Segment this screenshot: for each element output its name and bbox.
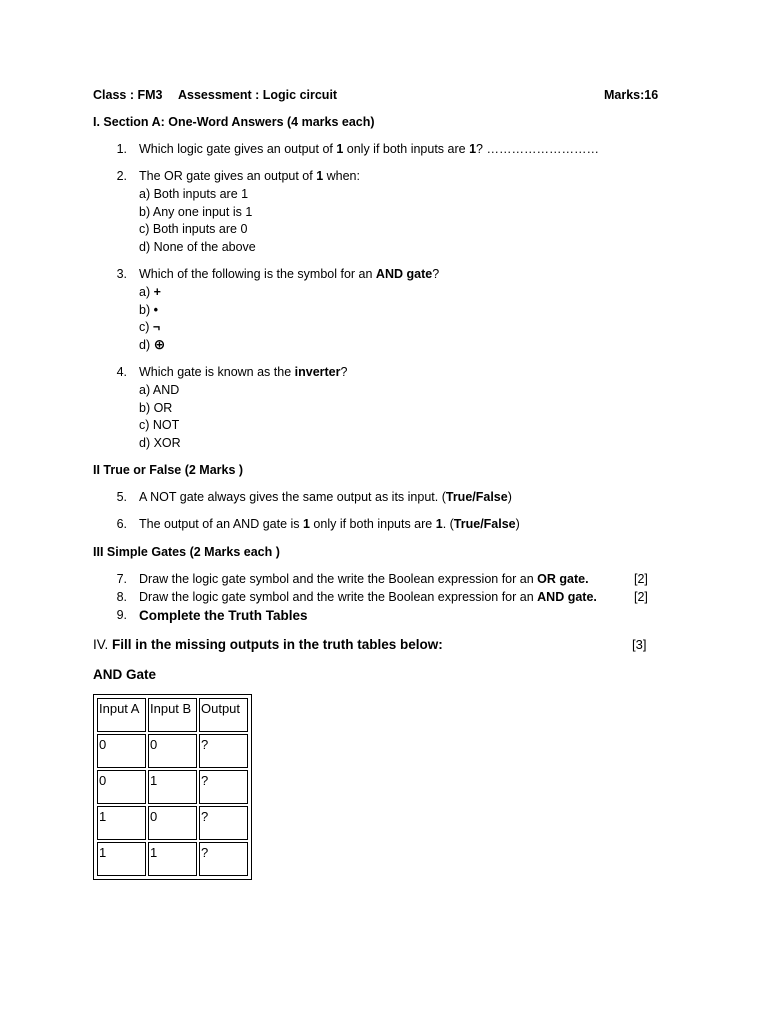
q2-option-d: d) None of the above	[139, 240, 256, 254]
table-row	[97, 770, 248, 804]
cell-output[interactable]: ?	[199, 770, 248, 804]
q3-text: Which of the following is the symbol for an AND gate?	[139, 267, 440, 281]
cell-input-a: 0	[97, 734, 146, 768]
q1-text: Which logic gate gives an output of 1 only if both inputs are 1? ………………………	[139, 142, 599, 156]
table-row	[97, 734, 248, 768]
table-row	[97, 806, 248, 840]
not-symbol: ¬	[152, 320, 161, 334]
q6-text: The output of an AND gate is 1 only if both inputs are 1. (True/False)	[139, 517, 520, 531]
header-input-b: Input B	[148, 698, 197, 732]
q7-number: 7.	[116, 572, 127, 586]
xor-symbol: ⊕	[153, 337, 166, 353]
q3-option-c: c) ¬	[139, 320, 161, 334]
q3-number: 3.	[116, 267, 127, 281]
q5-number: 5.	[116, 490, 127, 504]
header-output: Output	[199, 698, 248, 732]
plus-symbol: +	[153, 285, 161, 299]
cell-input-a: 1	[97, 806, 146, 840]
section-d-heading: IV. Fill in the missing outputs in the truth tables below:	[93, 637, 443, 652]
cell-output[interactable]: ?	[199, 806, 248, 840]
q7-marks: [2]	[634, 572, 648, 586]
cell-input-b: 1	[148, 842, 197, 876]
q4-option-c: c) NOT	[139, 418, 180, 432]
q9-text: Complete the Truth Tables	[139, 608, 308, 623]
cell-output[interactable]: ?	[199, 842, 248, 876]
table-header-row	[97, 698, 248, 732]
header-input-a: Input A	[97, 698, 146, 732]
and-gate-title: AND Gate	[93, 667, 157, 682]
q3-option-d: d) ⊕	[139, 337, 166, 353]
and-truth-table	[93, 694, 252, 880]
cell-output[interactable]: ?	[199, 734, 248, 768]
q2-text: The OR gate gives an output of 1 when:	[139, 169, 360, 183]
cell-input-a: 0	[97, 770, 146, 804]
q3-option-b: b) •	[139, 303, 158, 317]
q8-number: 8.	[116, 590, 127, 604]
section-b-title: II True or False (2 Marks )	[93, 463, 244, 477]
q1-number: 1.	[116, 142, 127, 156]
section-d-marks: [3]	[632, 637, 647, 652]
class-label: Class : FM3	[93, 88, 163, 102]
table-row	[97, 842, 248, 876]
q4-option-b: b) OR	[139, 401, 173, 415]
q2-option-a: a) Both inputs are 1	[139, 187, 249, 201]
assessment-label: Assessment : Logic circuit	[178, 88, 338, 102]
q8-marks: [2]	[634, 590, 648, 604]
q3-option-a: a) +	[139, 285, 161, 299]
q5-text: A NOT gate always gives the same output as its input. (True/False)	[139, 490, 512, 504]
q4-option-d: d) XOR	[139, 436, 181, 450]
q8-text: Draw the logic gate symbol and the write the Boolean expression for an AND gate.	[139, 590, 597, 604]
section-c-title: III Simple Gates (2 Marks each )	[93, 545, 280, 559]
q2-number: 2.	[116, 169, 127, 183]
q2-option-b: b) Any one input is 1	[139, 205, 253, 219]
q7-text: Draw the logic gate symbol and the write the Boolean expression for an OR gate.	[139, 572, 589, 586]
cell-input-a: 1	[97, 842, 146, 876]
section-a-title: I. Section A: One-Word Answers (4 marks each)	[93, 115, 375, 129]
dot-symbol: •	[153, 303, 158, 317]
marks-label: Marks:16	[604, 88, 659, 102]
cell-input-b: 1	[148, 770, 197, 804]
q2-option-c: c) Both inputs are 0	[139, 222, 248, 236]
q4-number: 4.	[116, 365, 127, 379]
q9-number: 9.	[116, 608, 127, 622]
cell-input-b: 0	[148, 734, 197, 768]
q4-text: Which gate is known as the inverter?	[139, 365, 348, 379]
q4-option-a: a) AND	[139, 383, 180, 397]
cell-input-b: 0	[148, 806, 197, 840]
q6-number: 6.	[116, 517, 127, 531]
